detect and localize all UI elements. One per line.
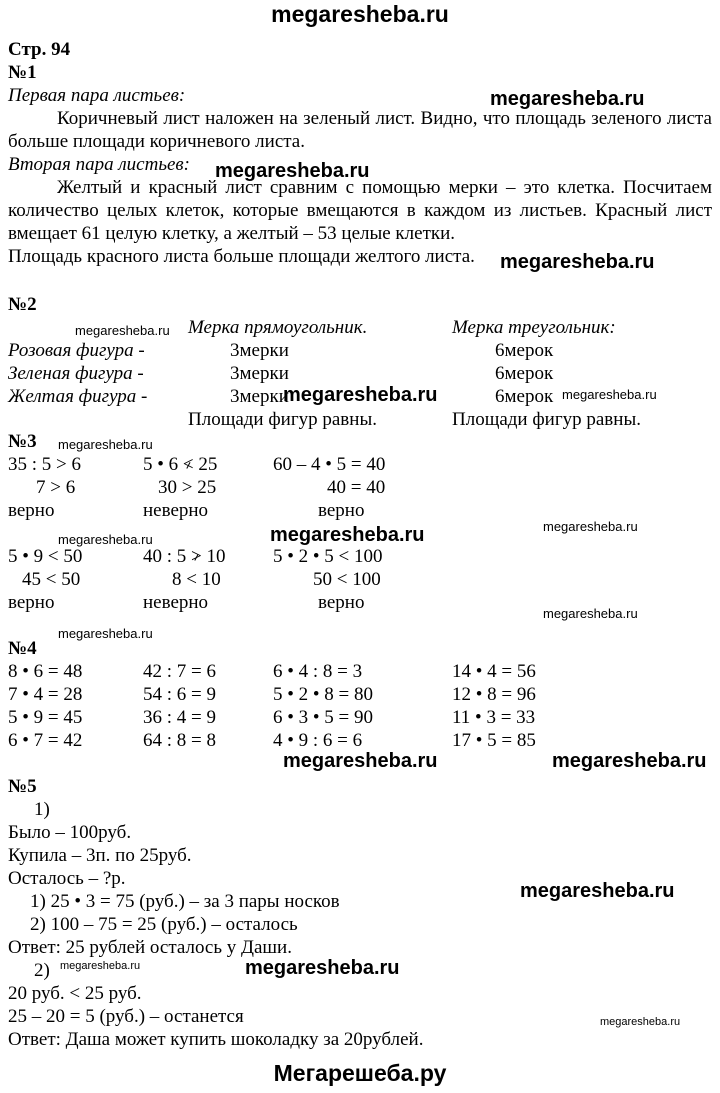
task4-equation: 54 : 6 = 9 bbox=[143, 684, 216, 705]
task5-answer: Ответ: Даша может купить шоколадку за 20рублей. bbox=[8, 1029, 424, 1050]
task4-equation: 64 : 8 = 8 bbox=[143, 730, 216, 751]
watermark: megaresheba.ru bbox=[75, 323, 170, 338]
task5-line: 1) 25 • 3 = 75 (руб.) – за 3 пары носков bbox=[30, 891, 340, 912]
struck-sign: > bbox=[191, 546, 202, 567]
task2-row-rect: 3мерки bbox=[230, 386, 289, 407]
task2-number: №2 bbox=[8, 294, 37, 315]
task2-row-tri: 6мерок bbox=[495, 363, 554, 384]
task4-equation: 17 • 5 = 85 bbox=[452, 730, 536, 751]
task2-row-label: Зеленая фигура - bbox=[8, 363, 144, 384]
task3-expr: 60 – 4 • 5 = 40 bbox=[273, 454, 386, 475]
task2-row-label: Желтая фигура - bbox=[8, 386, 148, 407]
task3-calc: 40 = 40 bbox=[327, 477, 386, 498]
struck-sign: < bbox=[182, 454, 194, 475]
task3-expr bbox=[143, 453, 217, 476]
watermark: megaresheba.ru bbox=[270, 524, 425, 546]
task4-equation: 11 • 3 = 33 bbox=[452, 707, 536, 728]
task1-conclusion: Площадь красного листа больше площади желтого листа. bbox=[8, 246, 475, 267]
task5-number: №5 bbox=[8, 776, 37, 797]
watermark: megaresheba.ru bbox=[543, 519, 638, 534]
task2-result-rect: Площади фигур равны. bbox=[188, 409, 377, 430]
task5-line: Осталось – ?р. bbox=[8, 868, 126, 889]
task3-calc: 7 > 6 bbox=[36, 477, 76, 498]
task4-equation: 7 • 4 = 28 bbox=[8, 684, 83, 705]
watermark: megaresheba.ru bbox=[490, 88, 645, 110]
task3-expr-right: 10 bbox=[201, 546, 226, 567]
task1-pair1-text: Коричневый лист наложен на зеленый лист. Видно, что площадь зеленого листа больше площади коричневого листа. bbox=[8, 108, 712, 152]
task5-line: 25 – 20 = 5 (руб.) – останется bbox=[8, 1006, 244, 1027]
task3-expr: 35 : 5 > 6 bbox=[8, 454, 81, 475]
task4-equation: 12 • 8 = 96 bbox=[452, 684, 536, 705]
task5-line: Было – 100руб. bbox=[8, 822, 132, 843]
task3-expr: 5 • 9 < 50 bbox=[8, 546, 83, 567]
task1-number: №1 bbox=[8, 62, 37, 83]
task3-calc: 30 > 25 bbox=[158, 477, 217, 498]
task5-line: 20 руб. < 25 руб. bbox=[8, 983, 142, 1004]
site-footer: Мегарешеба.ру bbox=[273, 1060, 447, 1086]
watermark: megaresheba.ru bbox=[520, 880, 675, 902]
task5-line: Купила – 3п. по 25руб. bbox=[8, 845, 192, 866]
page-label: Стр. 94 bbox=[8, 39, 71, 60]
task2-result-tri: Площади фигур равны. bbox=[452, 409, 641, 430]
task4-equation: 42 : 7 = 6 bbox=[143, 661, 216, 682]
task4-equation: 6 • 7 = 42 bbox=[8, 730, 83, 751]
watermark: megaresheba.ru bbox=[60, 960, 141, 972]
task1-pair1-label: Первая пара листьев: bbox=[8, 85, 186, 106]
task2-row-label: Розовая фигура - bbox=[8, 340, 145, 361]
task1-pair2-text: Желтый и красный лист сравним с помощью мерки – это клетка. Посчитаем количество целых клеток, которые вмещаются в каждом из листьев. Красный лист вмещает 61 целую клетку, а желтый – 53 целые клетки. bbox=[8, 177, 712, 244]
task3-expr bbox=[143, 545, 226, 568]
site-header: megaresheba.ru bbox=[271, 1, 449, 27]
task3-verdict: неверно bbox=[143, 592, 209, 613]
task5-part1-label: 1) bbox=[34, 799, 50, 820]
task5-line: 2) 100 – 75 = 25 (руб.) – осталось bbox=[30, 914, 298, 935]
task3-calc: 50 < 100 bbox=[313, 569, 381, 590]
task4-equation: 6 • 4 : 8 = 3 bbox=[273, 661, 363, 682]
task3-verdict: верно bbox=[8, 500, 55, 521]
task4-equation: 5 • 2 • 8 = 80 bbox=[273, 684, 374, 705]
task3-verdict: неверно bbox=[143, 500, 209, 521]
watermark: megaresheba.ru bbox=[562, 387, 657, 402]
task2-row-rect: 3мерки bbox=[230, 363, 289, 384]
task1-pair2-label: Вторая пара листьев: bbox=[8, 154, 190, 175]
task4-equation: 36 : 4 = 9 bbox=[143, 707, 216, 728]
task2-col-tri: Мерка треугольник: bbox=[452, 317, 616, 338]
task2-row-rect: 3мерки bbox=[230, 340, 289, 361]
watermark: megaresheba.ru bbox=[500, 251, 655, 273]
task5-answer: Ответ: 25 рублей осталось у Даши. bbox=[8, 937, 292, 958]
watermark: megaresheba.ru bbox=[58, 437, 153, 452]
task3-expr-right: 25 bbox=[193, 454, 218, 475]
task4-equation: 4 • 9 : 6 = 6 bbox=[273, 730, 363, 751]
task5-part2-label: 2) bbox=[34, 960, 50, 981]
task3-verdict: верно bbox=[8, 592, 55, 613]
task3-verdict: верно bbox=[318, 592, 365, 613]
watermark: megaresheba.ru bbox=[283, 750, 438, 772]
watermark: megaresheba.ru bbox=[543, 606, 638, 621]
watermark: megaresheba.ru bbox=[600, 1016, 681, 1028]
task4-equation: 14 • 4 = 56 bbox=[452, 661, 536, 682]
watermark: megaresheba.ru bbox=[215, 160, 370, 182]
watermark: megaresheba.ru bbox=[552, 750, 707, 772]
task4-equation: 6 • 3 • 5 = 90 bbox=[273, 707, 374, 728]
watermark: megaresheba.ru bbox=[283, 384, 438, 406]
task3-number: №3 bbox=[8, 431, 37, 452]
task4-equation: 8 • 6 = 48 bbox=[8, 661, 83, 682]
task3-expr: 5 • 2 • 5 < 100 bbox=[273, 546, 383, 567]
task4-number: №4 bbox=[8, 638, 37, 659]
task3-verdict: верно bbox=[318, 500, 365, 521]
watermark: megaresheba.ru bbox=[58, 626, 153, 641]
task3-calc: 45 < 50 bbox=[22, 569, 81, 590]
watermark: megaresheba.ru bbox=[245, 957, 400, 979]
task3-calc: 8 < 10 bbox=[172, 569, 221, 590]
task2-row-tri: 6мерок bbox=[495, 386, 554, 407]
task3-expr-left: 5 • 6 bbox=[143, 454, 183, 475]
task2-row-tri: 6мерок bbox=[495, 340, 554, 361]
task4-equation: 5 • 9 = 45 bbox=[8, 707, 83, 728]
watermark: megaresheba.ru bbox=[58, 532, 153, 547]
task2-col-rect: Мерка прямоугольник. bbox=[188, 317, 368, 338]
task3-expr-left: 40 : 5 bbox=[143, 546, 192, 567]
